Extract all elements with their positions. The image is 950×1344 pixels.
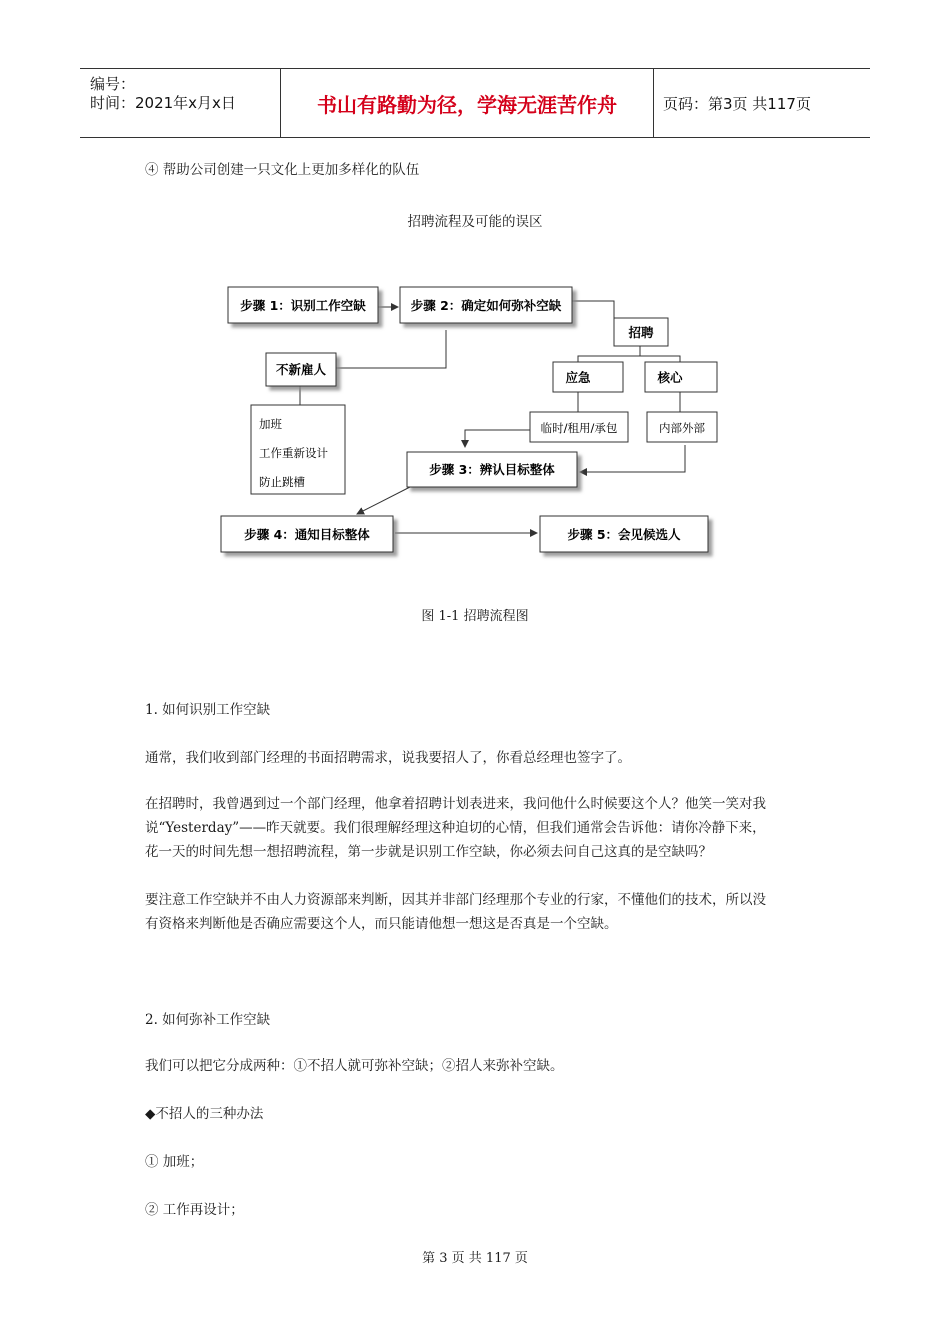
internal-external-label: 内部外部 (659, 421, 705, 435)
step-5-label: 步骤 5：会见候选人 (567, 527, 681, 542)
no-hire-option-overtime: 加班 (259, 417, 282, 431)
internal-external-box (647, 412, 717, 442)
temp-label: 临时/租用/承包 (540, 421, 618, 435)
intro-list-item: ④ 帮助公司创建一只文化上更加多样化的队伍 (145, 162, 420, 178)
no-hire-option-redesign: 工作重新设计 (259, 446, 328, 460)
no-hire-options-box (251, 405, 345, 494)
temp-box (530, 412, 628, 442)
header-motto: 书山有路勤为径，学海无涯苦作舟 (317, 93, 617, 117)
section-2-paragraph-1: 我们可以把它分成两种：①不招人就可弥补空缺；②招人来弥补空缺。 (145, 1058, 564, 1074)
recruitment-flowchart (0, 0, 950, 600)
section-2-title: 2. 如何弥补工作空缺 (145, 1012, 271, 1028)
section-1-paragraph-3-line-2: 有资格来判断他是否确应需要这个人，而只能请他想一想这是否真是一个空缺。 (145, 916, 618, 932)
section-1-paragraph-2-line-3: 花一天的时间先想一想招聘流程，第一步就是识别工作空缺，你必须去问自己这真的是空缺吗？ (145, 844, 712, 860)
emergency-box (553, 362, 623, 392)
section-2-item-2: ② 工作再设计； (145, 1202, 244, 1218)
section-1-title: 1. 如何识别工作空缺 (145, 702, 271, 718)
step-1-box (228, 287, 378, 323)
emergency-label: 应急 (565, 370, 591, 385)
section-heading: 招聘流程及可能的误区 (407, 214, 543, 230)
section-1-paragraph-1: 通常，我们收到部门经理的书面招聘需求，说我要招人了，你看总经理也签字了。 (145, 750, 631, 766)
section-2-item-1: ① 加班； (145, 1154, 204, 1170)
step-5-box (540, 516, 708, 552)
section-1-paragraph-2-line-1: 在招聘时，我曾遇到过一个部门经理，他拿着招聘计划表进来，我问他什么时候要这个人？他笑一笑对我 (145, 796, 766, 812)
section-1-paragraph-2-line-2: 说“Yesterday”——昨天就要。我们很理解经理这种迫切的心情，但我们通常会告诉他：请你冷静下来， (145, 820, 766, 836)
step-2-label: 步骤 2：确定如何弥补空缺 (410, 298, 562, 313)
no-hire-label: 不新雇人 (275, 362, 327, 377)
section-2-subheading: ◆不招人的三种办法 (145, 1106, 264, 1122)
recruit-box (614, 318, 668, 346)
step-3-box (407, 452, 577, 487)
page-footer: 第 3 页 共 117 页 (422, 1251, 528, 1266)
step-1-label: 步骤 1：识别工作空缺 (240, 298, 366, 313)
no-hire-box (266, 353, 336, 386)
recruit-label: 招聘 (628, 325, 654, 340)
document-number-label: 编号： (90, 75, 136, 93)
header-page-label: 页码：第3页 共117页 (663, 95, 811, 113)
step-4-box (221, 516, 393, 552)
step-2-box (400, 287, 572, 323)
no-hire-option-retention: 防止跳槽 (259, 475, 305, 489)
document-date-label: 时间：2021年x月x日 (90, 94, 236, 112)
section-1-paragraph-3-line-1: 要注意工作空缺并不由人力资源部来判断，因其并非部门经理那个专业的行家，不懂他们的技术，所以没 (145, 892, 766, 908)
core-box (645, 362, 717, 392)
core-label: 核心 (657, 370, 683, 385)
step-4-label: 步骤 4：通知目标整体 (244, 527, 370, 542)
figure-caption: 图 1-1 招聘流程图 (421, 609, 529, 624)
step-3-label: 步骤 3：辨认目标整体 (429, 462, 555, 477)
